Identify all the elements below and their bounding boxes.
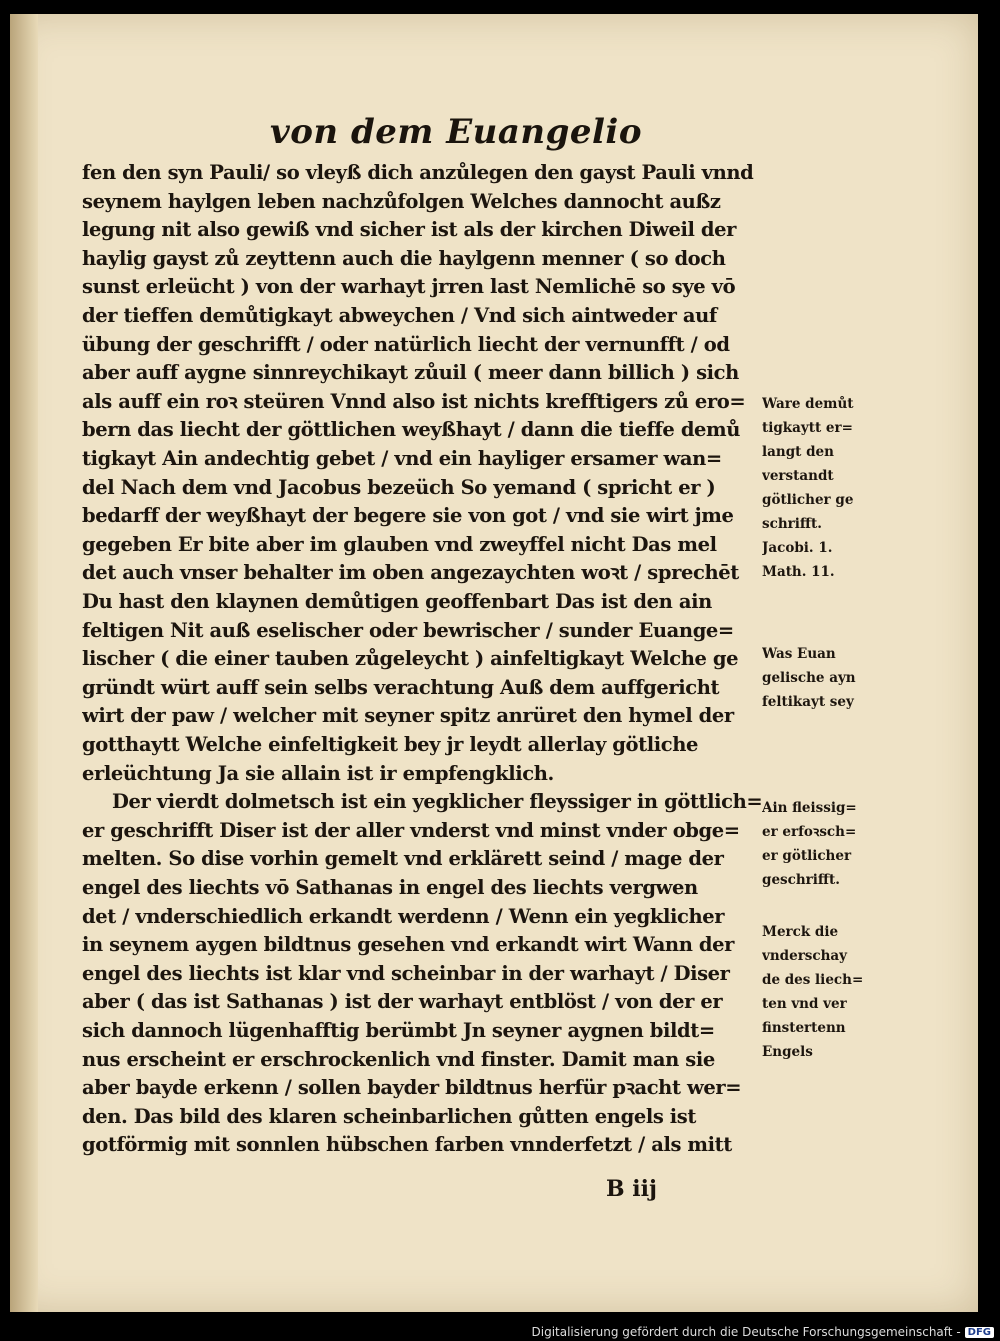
text-line: sunst erleücht ) von der warhayt jrren last Nemlichē so sye vō	[82, 275, 736, 299]
margin-note-line: ten vnd ver	[762, 996, 847, 1012]
text-line: bern das liecht der göttlichen weyßhayt / dann die tieffe demů	[82, 418, 741, 442]
text-line: gegeben Er bite aber im glauben vnd zweyffel nicht Das mel	[82, 532, 717, 556]
margin-note-line: finstertenn	[762, 1020, 846, 1036]
text-line: gotthaytt Welche einfeltigkeit bey jr leydt allerlay götliche	[82, 733, 699, 756]
text-line: det auch vnser behalter im oben angezaychten woꝛt / sprechēt	[82, 561, 739, 585]
margin-note-line: er götlicher	[762, 848, 852, 864]
text-line: als auff ein roꝛ steüren Vnnd also ist nichts krefftigers zů ero=	[82, 389, 746, 413]
text-line: erleüchtung Ja sie allain ist ir empfengklich.	[82, 761, 554, 785]
margin-note-line: Math. 11.	[762, 564, 835, 580]
text-line: Der vierdt dolmetsch ist ein yegklicher fleyssiger in göttlich=	[112, 790, 763, 814]
text-line: haylig gayst zů zeyttenn auch die haylgenn menner ( so doch	[82, 246, 726, 270]
text-line: engel des liechts vō Sathanas in engel des liechts vergwen	[82, 876, 698, 899]
margin-note-line: Jacobi. 1.	[762, 540, 833, 556]
text-line: lischer ( die einer tauben zůgeleycht ) ainfeltigkayt Welche ge	[82, 647, 739, 671]
footer-credit	[532, 1325, 995, 1339]
text-line: Du hast den klaynen demůtigen geoffenbart Das ist den ain	[82, 590, 712, 613]
margin-note-line: Merck die	[762, 924, 839, 940]
margin-note-line: Was Euan	[762, 646, 836, 662]
text-line: legung nit also gewiß vnd sicher ist als der kirchen Diweil der	[82, 218, 737, 242]
text-line: er geschrifft Diser ist der aller vnderst vnd minst vnder obge=	[82, 818, 740, 842]
margin-note	[762, 642, 877, 714]
margin-note-line: vnderschay	[762, 948, 848, 964]
text-line: melten. So dise vorhin gemelt vnd erklärett seind / mage der	[82, 847, 724, 871]
margin-note-line: de des liech=	[762, 972, 864, 988]
text-line: wirt der paw / welcher mit seyner spitz anrüret den hymel der	[82, 704, 734, 728]
dfg-logo: DFG	[965, 1327, 994, 1338]
text-line: gründt würt auff sein selbs verachtung Auß dem auffgericht	[82, 675, 720, 699]
margin-note-line: Ain fleissig=	[762, 800, 857, 816]
running-header: von dem Euangelio	[270, 112, 643, 152]
text-line: der tieffen demůtigkayt abweychen / Vnd sich aintweder auf	[82, 304, 717, 327]
text-line: gotförmig mit sonnlen hübschen farben vnnderfetzt / als mitt	[82, 1133, 732, 1157]
margin-note	[762, 920, 877, 1064]
signature-mark: B iij	[606, 1176, 657, 1202]
margin-note-line: langt den	[762, 444, 834, 460]
margin-note-line: Ware demůt	[762, 396, 854, 412]
text-line: sich dannoch lügenhafftig berümbt Jn seyner aygnen bildt=	[82, 1019, 715, 1042]
footer-text: Digitalisierung gefördert durch die Deutsche Forschungsgemeinschaft -	[531, 1325, 961, 1339]
text-line: bedarff der weyßhayt der begere sie von got / vnd sie wirt jme	[82, 504, 734, 528]
text-line: aber bayde erkenn / sollen bayder bildtnus herfür pꝛacht wer=	[82, 1076, 742, 1100]
margin-note-line: er erfoꝛsch=	[762, 824, 857, 840]
text-line: del Nach dem vnd Jacobus bezeüch So yemand ( spricht er )	[82, 475, 716, 499]
margin-note	[762, 796, 877, 892]
text-line: den. Das bild des klaren scheinbarlichen gůtten engels ist	[82, 1104, 696, 1128]
text-line: fen den syn Pauli/ so vleyß dich anzůlegen den gayst Pauli vnnd	[82, 161, 754, 184]
text-line: feltigen Nit auß eselischer oder bewrischer / sunder Euange=	[82, 618, 734, 642]
text-line: det / vnderschiedlich erkandt werdenn / Wenn ein yegklicher	[82, 904, 725, 928]
text-line: übung der geschrifft / oder natürlich liecht der vernunfft / od	[82, 332, 730, 356]
page-gutter	[10, 14, 38, 1312]
margin-note-line: gelische ayn	[762, 670, 856, 686]
text-line: seynem haylgen leben nachzůfolgen Welches dannocht außz	[82, 189, 721, 213]
margin-note-line: verstandt	[762, 468, 834, 484]
text-line: in seynem aygen bildtnus gesehen vnd erkandt wirt Wann der	[82, 933, 734, 957]
text-line: aber ( das ist Sathanas ) ist der warhayt entblöst / von der er	[82, 990, 723, 1014]
text-line: aber auff aygne sinnreychikayt zůuil ( meer dann billich ) sich	[82, 361, 739, 385]
margin-note-line: tigkaytt er=	[762, 420, 853, 436]
margin-note-line: feltikayt sey	[762, 694, 854, 710]
text-line: engel des liechts ist klar vnd scheinbar in der warhayt / Diser	[82, 961, 730, 985]
margin-note-line: götlicher ge	[762, 492, 854, 508]
text-line: nus erscheint er erschrockenlich vnd finster. Damit man sie	[82, 1047, 715, 1071]
margin-note-line: Engels	[762, 1044, 813, 1060]
margin-note	[762, 392, 877, 584]
text-line: tigkayt Ain andechtig gebet / vnd ein hayliger ersamer wan=	[82, 447, 722, 470]
margin-note-line: schrifft.	[762, 516, 822, 532]
margin-note-line: geschrifft.	[762, 872, 840, 888]
